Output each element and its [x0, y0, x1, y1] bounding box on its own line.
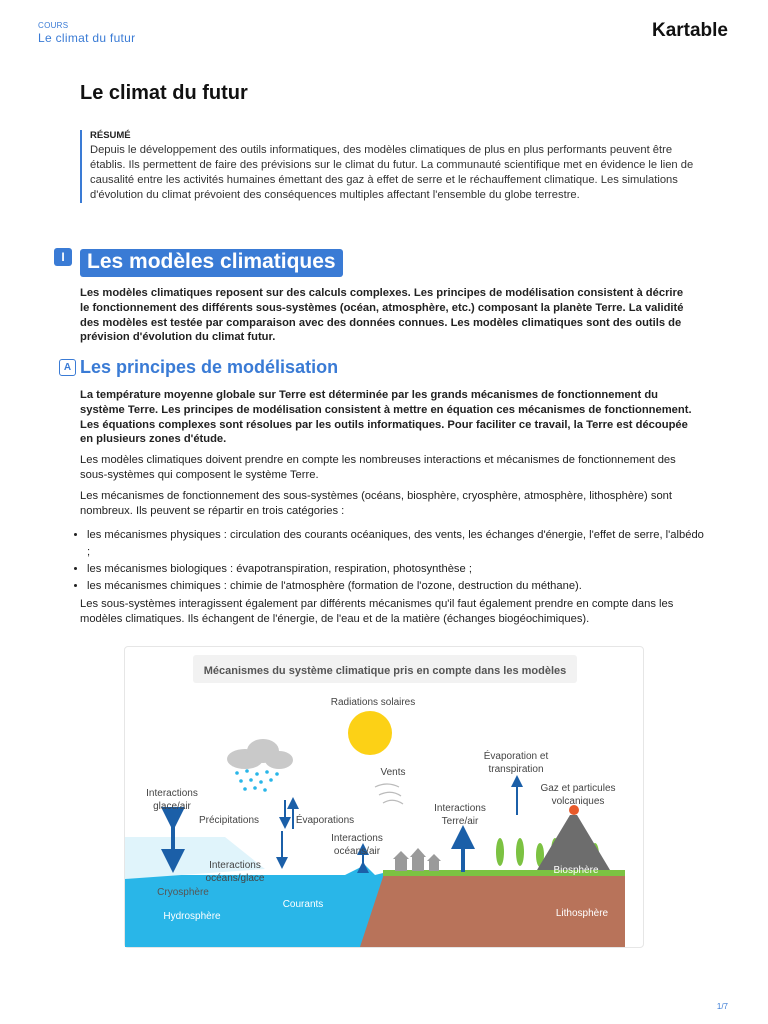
subsection-letter-badge: A	[59, 359, 76, 376]
subsection-title: Les principes de modélisation	[80, 357, 339, 377]
summary-label: RÉSUMÉ	[90, 130, 131, 141]
wind-icon	[375, 784, 403, 804]
label-glace-air-1: Interactions	[146, 788, 198, 799]
label-lithosphere: Lithosphère	[555, 908, 609, 919]
rain-icon	[235, 769, 279, 792]
figure-title: Mécanismes du système climatique pris en compte dans les modèles	[203, 665, 567, 677]
label-hydrosphere: Hydrosphère	[163, 911, 221, 922]
sun-icon	[348, 711, 392, 755]
label-glace-air-2: glace/air	[153, 801, 191, 812]
label-oceans-air-1: Interactions	[331, 833, 383, 844]
label-terre-air-1: Interactions	[434, 803, 486, 814]
label-precipitations: Précipitations	[198, 815, 260, 826]
label-gaz-2: volcaniques	[551, 796, 605, 807]
climate-diagram	[125, 647, 643, 947]
summary-box	[80, 130, 700, 203]
page-number: 1/7	[716, 1002, 728, 1011]
breadcrumb-course-title[interactable]: Le climat du futur	[38, 31, 136, 45]
paragraph-1: Les modèles climatiques doivent prendre en compte les nombreuses interactions et mécanismes de fonctionnement des sous-systèmes qui composent le système Terre.	[80, 454, 676, 481]
section-number-badge: I	[54, 248, 72, 266]
cloud-icon	[227, 739, 293, 769]
label-terre-air-2: Terre/air	[441, 816, 479, 827]
label-oceans-air-2: océans/air	[333, 846, 381, 857]
volcano-icon	[537, 815, 610, 870]
section-intro: Les modèles climatiques reposent sur des calculs complexes. Les principes de modélisation consistent à décrire le fonctionnement des différents sous-systèmes (océan, atmosphère, etc.) composant la planète Terre. La validité des modèles est testée par comparaison avec des données connues. Les modèles climatiques sont des outils de prévision d'évolution du climat futur.	[80, 287, 684, 344]
label-biosphere: Biosphère	[553, 865, 599, 876]
label-radiations: Radiations solaires	[330, 697, 416, 708]
list-item: • les mécanismes physiques : circulation des courants océaniques, des vents, les échanges d'énergie, l'effet de serre, l'albédo ;	[87, 527, 707, 561]
label-courants: Courants	[282, 899, 324, 910]
page-title: Le climat du futur	[80, 82, 248, 104]
section-title: Les modèles climatiques	[80, 249, 343, 277]
breadcrumb-category: COURS	[38, 21, 69, 30]
label-cryosphere: Cryosphère	[157, 887, 209, 898]
houses-icon	[393, 848, 441, 871]
label-oceans-glace-1: Interactions	[209, 860, 261, 871]
list-item: • les mécanismes chimiques : chimie de l'atmosphère (formation de l'ozone, destruction du méthane).	[87, 578, 707, 595]
paragraph-3: Les sous-systèmes interagissent également par différents mécanismes qu'il faut également prendre en compte dans les modèles climatiques. Ils échangent de l'énergie, de l'eau et de la matière (échanges biogéochimiques).	[80, 598, 674, 625]
label-evap-transp-1: Évaporation et	[483, 751, 549, 762]
brand-logo[interactable]: Kartable	[651, 20, 728, 41]
label-evap-transp-2: transpiration	[488, 764, 544, 775]
paragraph-2: Les mécanismes de fonctionnement des sous-systèmes (océans, biosphère, cryosphère, atmosphère, lithosphère) sont nombreux. Ils peuvent se répartir en trois catégories :	[80, 490, 672, 517]
list-item: • les mécanismes biologiques : évapotranspiration, respiration, photosynthèse ;	[87, 561, 707, 578]
subsection-bold-intro: La température moyenne globale sur Terre est déterminée par les grands mécanismes de fonctionnement du système Terre. Les principes de modélisation consistent à mettre en équation ces mécanismes de fonctionnement. Les équations complexes sont résolues par les outils informatiques. Pour faciliter ce travail, la Terre est découpée en plusieurs zones d'étude.	[80, 389, 692, 446]
mechanisms-list	[72, 527, 707, 595]
climate-system-figure	[124, 646, 644, 948]
label-gaz-1: Gaz et particules	[540, 783, 616, 794]
label-evaporations: Évaporations	[295, 815, 355, 826]
label-vents: Vents	[380, 767, 406, 778]
label-oceans-glace-2: océans/glace	[205, 873, 265, 884]
summary-text: Depuis le développement des outils informatiques, des modèles climatiques de plus en plus performants peuvent être établis. Ils permettent de faire des prévisions sur le climat du futur. La communauté scientifique met en évidence le lien de causalité entre les activités humaines émettant des gaz à effet de serre et le réchauffement climatique. Les simulations d'évolution du climat prévoient des conséquences multiples affectant l'ensemble du globe terrestre.	[90, 144, 694, 201]
